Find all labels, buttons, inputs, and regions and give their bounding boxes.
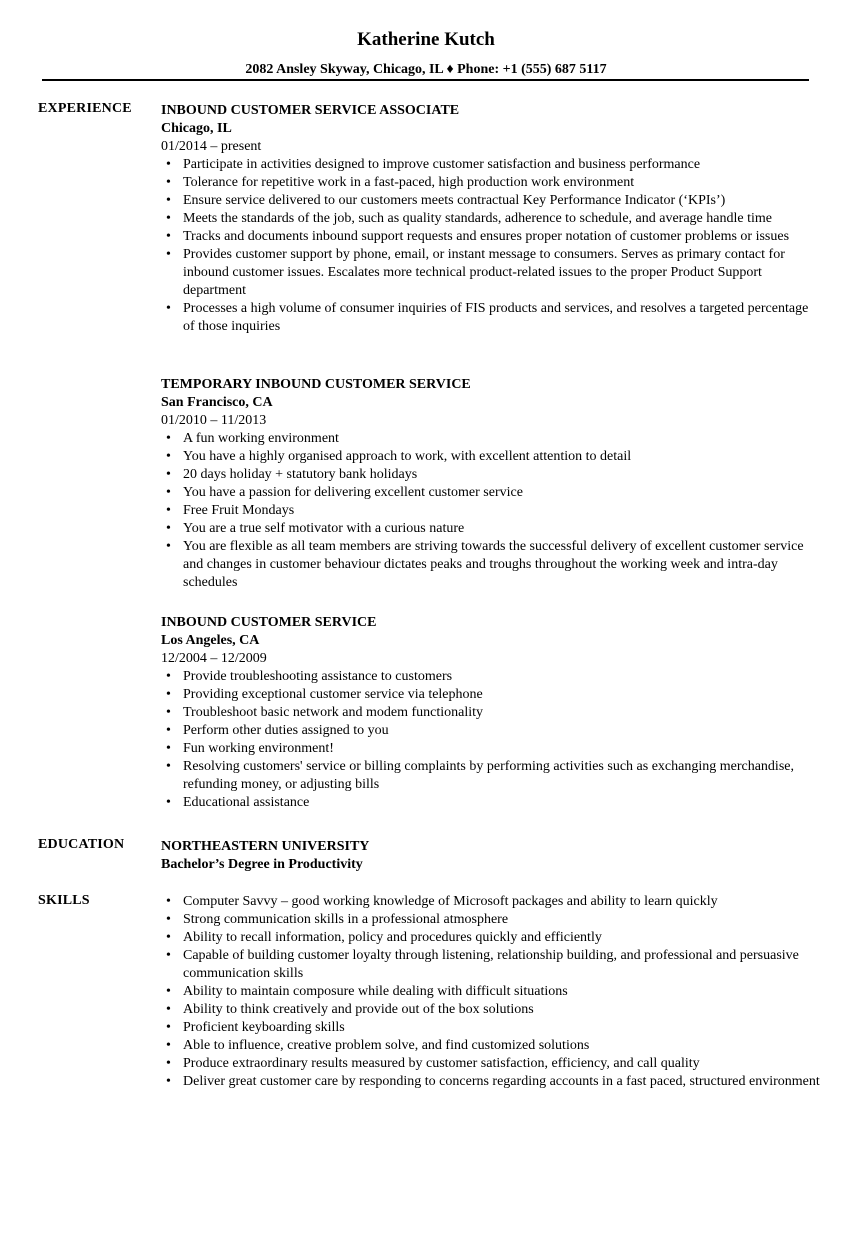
bullet-icon: • xyxy=(166,157,171,172)
list-item: • Ability to recall information, policy and procedures quickly and efficiently xyxy=(166,930,602,945)
bullet-icon: • xyxy=(166,687,171,702)
list-item: • Tracks and documents inbound support requests and ensures proper notation of customer problems or issues xyxy=(166,229,790,244)
job-title: INBOUND CUSTOMER SERVICE ASSOCIATE xyxy=(161,103,460,118)
skills-list xyxy=(161,893,821,1091)
list-item: • A fun working environment xyxy=(166,431,339,446)
contact-line: 2082 Ansley Skyway, Chicago, IL ♦ Phone: +1 (555) 687 5117 xyxy=(245,62,607,77)
bullet-icon: • xyxy=(166,1020,171,1035)
job-title: INBOUND CUSTOMER SERVICE xyxy=(161,615,377,630)
bullet-icon: • xyxy=(166,431,171,446)
job-location: Chicago, IL xyxy=(161,121,232,136)
bullet-icon: • xyxy=(166,894,171,909)
job-entry xyxy=(161,376,821,592)
job-dates: 12/2004 – 12/2009 xyxy=(161,651,267,666)
list-item: • You are flexible as all team members are striving towards the successful delivery of excellent customer service and changes in customer behaviour dictates peaks and troughs throughout the working week and intra-day schedules xyxy=(166,539,804,590)
bullet-icon: • xyxy=(166,467,171,482)
bullet-icon: • xyxy=(166,723,171,738)
list-item: • Providing exceptional customer service via telephone xyxy=(166,687,483,702)
section-label-education: EDUCATION xyxy=(38,837,125,852)
list-item: • You have a highly organised approach to work, with excellent attention to detail xyxy=(166,449,632,464)
list-item: • Able to influence, creative problem solve, and find customized solutions xyxy=(166,1038,590,1053)
bullet-icon: • xyxy=(166,247,171,262)
job-dates: 01/2010 – 11/2013 xyxy=(161,413,267,428)
list-item: • Ability to think creatively and provide out of the box solutions xyxy=(166,1002,534,1017)
list-item: • Proficient keyboarding skills xyxy=(166,1020,345,1035)
list-item: • Tolerance for repetitive work in a fast-paced, high production work environment xyxy=(166,175,635,190)
bullet-icon: • xyxy=(166,1056,171,1071)
skills-entry xyxy=(161,893,821,1091)
bullet-icon: • xyxy=(166,705,171,720)
bullet-icon: • xyxy=(166,1002,171,1017)
degree-name: Bachelor’s Degree in Productivity xyxy=(161,857,363,872)
bullet-icon: • xyxy=(166,503,171,518)
bullet-icon: • xyxy=(166,984,171,999)
bullet-icon: • xyxy=(166,229,171,244)
job-bullet-list xyxy=(161,430,821,592)
list-item: • 20 days holiday + statutory bank holidays xyxy=(166,467,418,482)
list-item: • Strong communication skills in a professional atmosphere xyxy=(166,912,509,927)
bullet-icon: • xyxy=(166,521,171,536)
list-item: • Ensure service delivered to our customers meets contractual Key Performance Indicator (‘KPIs’) xyxy=(166,193,726,208)
job-entry xyxy=(161,614,821,812)
job-entry xyxy=(161,102,821,336)
bullet-icon: • xyxy=(166,759,171,774)
bullet-icon: • xyxy=(166,741,171,756)
list-item: • Perform other duties assigned to you xyxy=(166,723,389,738)
list-item: • Produce extraordinary results measured by customer satisfaction, efficiency, and call quality xyxy=(166,1056,700,1071)
list-item: • Computer Savvy – good working knowledge of Microsoft packages and ability to learn quickly xyxy=(166,894,718,909)
list-item: • Meets the standards of the job, such as quality standards, adherence to schedule, and average handle time xyxy=(166,211,772,226)
header-divider xyxy=(42,79,809,81)
list-item: • Participate in activities designed to improve customer satisfaction and business performance xyxy=(166,157,701,172)
section-label-skills: SKILLS xyxy=(38,893,90,908)
list-item: • Free Fruit Mondays xyxy=(166,503,295,518)
bullet-icon: • xyxy=(166,211,171,226)
job-location: San Francisco, CA xyxy=(161,395,273,410)
bullet-icon: • xyxy=(166,193,171,208)
job-bullet-list xyxy=(161,156,821,336)
bullet-icon: • xyxy=(166,301,171,316)
bullet-icon: • xyxy=(166,449,171,464)
list-item: • You have a passion for delivering excellent customer service xyxy=(166,485,523,500)
education-entry xyxy=(161,838,821,874)
list-item: • Processes a high volume of consumer inquiries of FIS products and services, and resolves a targeted percentage of those inquiries xyxy=(166,301,809,334)
bullet-icon: • xyxy=(166,485,171,500)
list-item: • Deliver great customer care by responding to concerns regarding accounts in a fast paced, structured environment xyxy=(166,1074,820,1089)
list-item: • You are a true self motivator with a curious nature xyxy=(166,521,465,536)
list-item: • Ability to maintain composure while dealing with difficult situations xyxy=(166,984,568,999)
bullet-icon: • xyxy=(166,1074,171,1089)
list-item: • Capable of building customer loyalty through listening, relationship building, and professional and persuasive communication skills xyxy=(166,948,799,981)
list-item: • Provide troubleshooting assistance to customers xyxy=(166,669,453,684)
bullet-icon: • xyxy=(166,930,171,945)
job-dates: 01/2014 – present xyxy=(161,139,262,154)
bullet-icon: • xyxy=(166,669,171,684)
bullet-icon: • xyxy=(166,1038,171,1053)
bullet-icon: • xyxy=(166,912,171,927)
bullet-icon: • xyxy=(166,948,171,963)
bullet-icon: • xyxy=(166,175,171,190)
list-item: • Troubleshoot basic network and modem functionality xyxy=(166,705,484,720)
list-item: • Educational assistance xyxy=(166,795,310,810)
job-title: TEMPORARY INBOUND CUSTOMER SERVICE xyxy=(161,377,471,392)
bullet-icon: • xyxy=(166,539,171,554)
list-item: • Provides customer support by phone, email, or instant message to consumers. Serves as primary contact for inbound customer issues. Escalates more technical product-related issues to the proper Product Support department xyxy=(166,247,785,298)
candidate-name: Katherine Kutch xyxy=(357,29,495,50)
school-name: NORTHEASTERN UNIVERSITY xyxy=(161,839,370,854)
section-label-experience: EXPERIENCE xyxy=(38,101,132,116)
list-item: • Fun working environment! xyxy=(166,741,334,756)
list-item: • Resolving customers' service or billing complaints by performing activities such as exchanging merchandise, refunding money, or adjusting bills xyxy=(166,759,794,792)
bullet-icon: • xyxy=(166,795,171,810)
job-bullet-list xyxy=(161,668,821,812)
job-location: Los Angeles, CA xyxy=(161,633,260,648)
